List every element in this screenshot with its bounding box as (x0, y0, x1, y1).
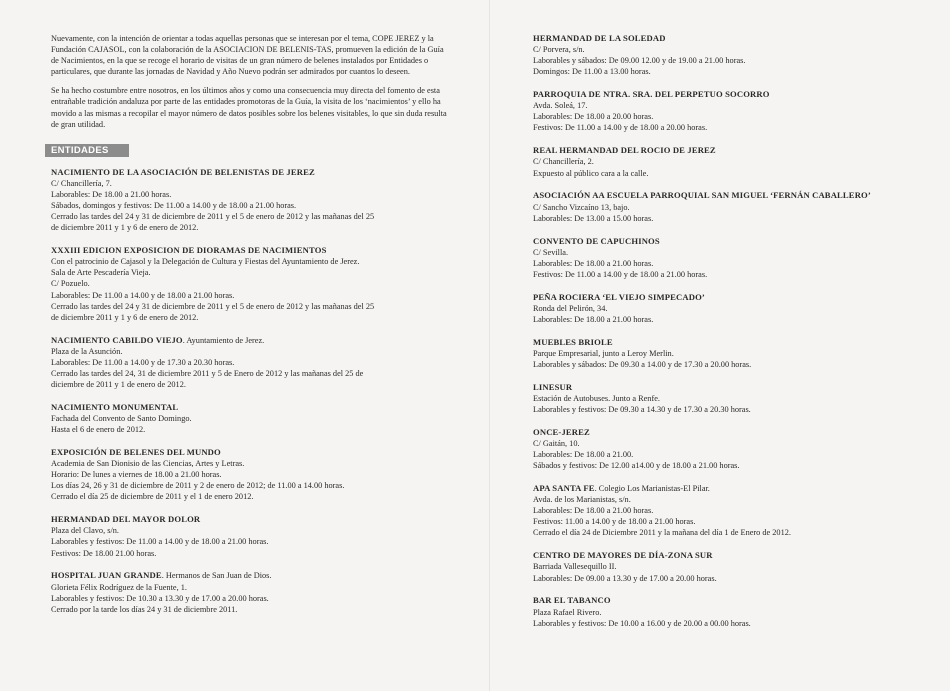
entry-item (51, 335, 451, 390)
left-entry-list (51, 167, 451, 615)
entry-item (51, 402, 451, 435)
entry-detail-line: Laborables y festivos: De 10.30 a 13.30 y de 17.00 a 20.00 horas. (51, 593, 269, 603)
entry-detail-line: C/ Chancillería, 7. (51, 178, 112, 188)
entry-detail-line: Festivos: 11.00 a 14.00 y de 18.00 a 21.00 horas. (533, 517, 696, 527)
entry-detail-line: Academia de San Dionisio de las Ciencias, Artes y Letras. (51, 459, 245, 469)
entry-detail-line: Laborables: De 11.00 a 14.00 y de 18.00 a 21.00 horas. (51, 290, 235, 300)
entry-detail-line: Cerrado el día 25 de diciembre de 2011 y el 1 de enero 2012. (51, 492, 254, 502)
entry-title: BAR EL TABANCO (533, 595, 611, 606)
entry-title: ONCE-JEREZ (533, 426, 590, 437)
entry-detail-line: Festivos: De 18.00 21.00 horas. (51, 548, 157, 558)
entry-title: LINESUR (533, 381, 573, 392)
entry-detail-line: Expuesto al público cara a la calle. (533, 168, 649, 178)
right-entry-list (533, 33, 923, 629)
entry-title: NACIMIENTO DE LA ASOCIACIÓN DE BELENISTAS DE JEREZ (51, 166, 315, 177)
entry-detail-line: Barriada Vallesequillo II. (533, 562, 617, 572)
entry-title: NACIMIENTO CABILDO VIEJO (51, 334, 183, 345)
entry-title: REAL HERMANDAD DEL ROCIO DE JEREZ (533, 145, 716, 156)
entry-detail-line: Laborables y festivos: De 09.30 a 14.30 y de 17.30 a 20.30 horas. (533, 405, 751, 415)
entry-title: PEÑA ROCIERA ‘EL VIEJO SIMPECADO’ (533, 291, 705, 302)
entry-item (533, 382, 923, 415)
entry-heading (533, 145, 923, 156)
entry-detail-line: de diciembre 2011 y 1 y 6 de enero de 2012. (51, 312, 199, 322)
entry-detail-line: de diciembre 2011 y 1 y 6 de enero de 2012. (51, 223, 199, 233)
entry-item (533, 145, 923, 178)
entry-detail-line: Festivos: De 11.00 a 14.00 y de 18.00 a 20.00 horas. (533, 123, 708, 133)
entry-detail-line: Laborables: De 18.00 a 20.00 horas. (533, 112, 654, 122)
entry-detail-line: C/ Sancho Vizcaíno 13, bajo. (533, 202, 630, 212)
entry-detail-line: Laborables y sábados: De 09.30 a 14.00 y de 17.30 a 20.00 horas. (533, 359, 752, 369)
entry-detail-line: Parque Empresarial, junto a Leroy Merlin. (533, 348, 674, 358)
entry-title: MUEBLES BRIOLE (533, 336, 613, 347)
entry-title: CENTRO DE MAYORES DE DÍA-ZONA SUR (533, 550, 713, 561)
entry-detail-line: Estación de Autobuses. Junto a Renfe. (533, 393, 660, 403)
entry-heading (51, 570, 451, 581)
entry-detail-line: Plaza del Clavo, s/n. (51, 526, 119, 536)
entry-detail-line: Avda. de los Marianistas, s/n. (533, 495, 631, 505)
entry-item (51, 570, 451, 614)
entry-detail-line: Laborables y sábados: De 09.00 12.00 y de 19.00 a 21.00 horas. (533, 56, 746, 66)
entry-heading (51, 402, 451, 413)
entry-detail-line: C/ Sevilla. (533, 247, 569, 257)
entry-title: XXXIII EDICION EXPOSICION DE DIORAMAS DE NACIMIENTOS (51, 245, 327, 256)
entry-heading (533, 190, 923, 201)
entry-detail-line: Laborables y festivos: De 10.00 a 16.00 y de 20.00 a 00.00 horas. (533, 618, 751, 628)
entry-detail-line: Fachada del Convento de Santo Domingo. (51, 414, 192, 424)
entry-detail-line: Cerrado por la tarde los días 24 y 31 de diciembre 2011. (51, 604, 238, 614)
entry-title-suffix: . Ayuntamiento de Jerez. (182, 335, 265, 345)
entry-detail-line: Laborables: De 18.00 a 21.00. (533, 450, 634, 460)
entry-detail-line: Cerrado las tardes del 24 y 31 de diciembre de 2011 y el 5 de enero de 2012 y las mañanas del 25 (51, 212, 375, 222)
entry-heading (533, 550, 923, 561)
entry-heading (533, 236, 923, 247)
entry-item (533, 483, 923, 538)
entry-detail-line: C/ Chancillería, 2. (533, 157, 594, 167)
entry-heading (533, 382, 923, 393)
entry-detail-line: Cerrado las tardes del 24, 31 de diciembre 2011 y 5 de Enero de 2012 y las mañanas del 25 de (51, 368, 364, 378)
entry-item (51, 514, 451, 558)
entry-detail-line: C/ Pozuelo. (51, 279, 90, 289)
entry-title: HERMANDAD DEL MAYOR DOLOR (51, 514, 201, 525)
entry-heading (533, 595, 923, 606)
entry-detail-line: Laborables: De 18.00 a 21.00 horas. (533, 258, 654, 268)
entry-detail-line: Horario: De lunes a viernes de 18.00 a 21.00 horas. (51, 470, 222, 480)
entry-item (533, 337, 923, 370)
entry-title: HOSPITAL JUAN GRANDE (51, 570, 162, 581)
entry-heading (533, 33, 923, 44)
entry-title: NACIMIENTO MONUMENTAL (51, 401, 179, 412)
left-column (51, 33, 451, 627)
entry-heading (51, 514, 451, 525)
entry-item (51, 245, 451, 323)
entry-detail-line: Laborables: De 18.00 a 21.00 horas. (51, 190, 172, 200)
entry-detail-line: Ronda del Pelirón, 34. (533, 303, 608, 313)
entry-detail-line: Laborables: De 13.00 a 15.00 horas. (533, 213, 654, 223)
entry-detail-line: diciembre de 2011 y 1 de enero de 2012. (51, 380, 186, 390)
entry-detail-line: Plaza Rafael Rivero. (533, 607, 602, 617)
entry-detail-line: Cerrado el día 24 de Diciembre 2011 y la mañana del día 1 de Enero de 2012. (533, 528, 791, 538)
entry-heading (533, 427, 923, 438)
entry-detail-line: Hasta el 6 de enero de 2012. (51, 425, 146, 435)
right-column (533, 33, 923, 641)
entry-heading (51, 245, 451, 256)
entry-detail-line: Glorieta Félix Rodríguez de la Fuente, 1. (51, 582, 187, 592)
entry-detail-line: Sala de Arte Pescadería Vieja. (51, 268, 151, 278)
entry-detail-line: Laborables: De 18.00 a 21.00 horas. (533, 506, 654, 516)
entry-detail-line: Plaza de la Asunción. (51, 346, 123, 356)
entry-title: CONVENTO DE CAPUCHINOS (533, 235, 660, 246)
entry-title-suffix: . Colegio Los Marianistas-El Pilar. (594, 484, 710, 494)
entry-detail-line: Sábados, domingos y festivos: De 11.00 a 14.00 y de 18.00 a 21.00 horas. (51, 201, 297, 211)
entry-detail-line: Cerrado las tardes del 24 y 31 de diciembre de 2011 y el 5 de enero de 2012 y las mañanas del 25 (51, 301, 375, 311)
entry-detail-line: Sábados y festivos: De 12.00 a14.00 y de 18.00 a 21.00 horas. (533, 461, 740, 471)
entry-detail-line: Laborables y festivos: De 11.00 a 14.00 y de 18.00 a 21.00 horas. (51, 537, 269, 547)
entry-item (533, 550, 923, 583)
entry-item (51, 167, 451, 234)
entry-detail-line: Avda. Soleá, 17. (533, 101, 588, 111)
entry-item (533, 89, 923, 133)
intro-paragraph-1: Nuevamente, con la intención de orientar a todas aquellas personas que se interesan por el tema, COPE JEREZ y la Fundación CAJASOL, con la colaboración de la ASOCIACION DE BELENIS-TAS, promueven la edición de la Guía de Nacimientos, en la que se recoge el horario de visitas de un gran número de belenes instalados por Entidades o particulares, que durante las jornadas de Navidad y Año Nuevo podrán ser admirados por cuantos lo deseen. (51, 34, 444, 77)
entry-heading (533, 483, 923, 494)
entry-heading (533, 337, 923, 348)
entry-title: PARROQUIA DE NTRA. SRA. DEL PERPETUO SOCORRO (533, 89, 770, 100)
entry-title: ASOCIACIÓN AA ESCUELA PARROQUIAL SAN MIGUEL ‘FERNÁN CABALLERO’ (533, 190, 871, 201)
entry-item (533, 427, 923, 471)
entry-detail-line: Laborables: De 09.00 a 13.30 y de 17.00 a 20.00 horas. (533, 573, 717, 583)
entry-heading (51, 335, 451, 346)
entry-detail-line: Con el patrocinio de Cajasol y la Delegación de Cultura y Fiestas del Ayuntamiento de Jerez. (51, 257, 360, 267)
entry-item (533, 33, 923, 77)
intro-paragraph-2: Se ha hecho costumbre entre nosotros, en los últimos años y como una consecuencia muy directa del fomento de esta entrañable tradición andaluza por parte de las entidades promotoras de la Guía, la visita de los ‘nacimientos’ y ello ha movido a las mismas a recopilar el mayor número de datos posibles sobre los belenes visitables, lo que sin duda resulta de gran utilidad. (51, 86, 447, 129)
section-label-entidades: ENTIDADES (45, 144, 129, 157)
entry-title: EXPOSICIÓN DE BELENES DEL MUNDO (51, 447, 221, 457)
entry-detail-line: Los días 24, 26 y 31 de diciembre de 2011 y 2 de enero de 2012; de 11.00 a 14.00 horas. (51, 481, 345, 491)
entry-item (51, 447, 451, 502)
entry-heading (533, 292, 923, 303)
entry-item (533, 190, 923, 223)
entry-detail-line: Domingos: De 11.00 a 13.00 horas. (533, 67, 651, 77)
entry-detail-line: C/ Gaitán, 10. (533, 439, 580, 448)
entry-title: HERMANDAD DE LA SOLEDAD (533, 33, 666, 43)
entry-detail-line: Festivos: De 11.00 a 14.00 y de 18.00 a 21.00 horas. (533, 269, 708, 279)
entry-item (533, 236, 923, 280)
entry-detail-line: Laborables: De 11.00 a 14.00 y de 17.30 a 20.30 horas. (51, 357, 235, 367)
entry-title: APA SANTA FE (533, 483, 595, 494)
entry-detail-line: Laborables: De 18.00 a 21.00 horas. (533, 314, 654, 324)
entry-heading (533, 89, 923, 100)
entry-title-suffix: . Hermanos de San Juan de Dios. (161, 571, 272, 581)
entry-heading (51, 167, 451, 178)
page-fold-divider (489, 0, 490, 691)
entry-item (533, 595, 923, 628)
entry-heading (51, 447, 451, 458)
entry-detail-line: C/ Porvera, s/n. (533, 45, 585, 55)
entry-item (533, 292, 923, 325)
